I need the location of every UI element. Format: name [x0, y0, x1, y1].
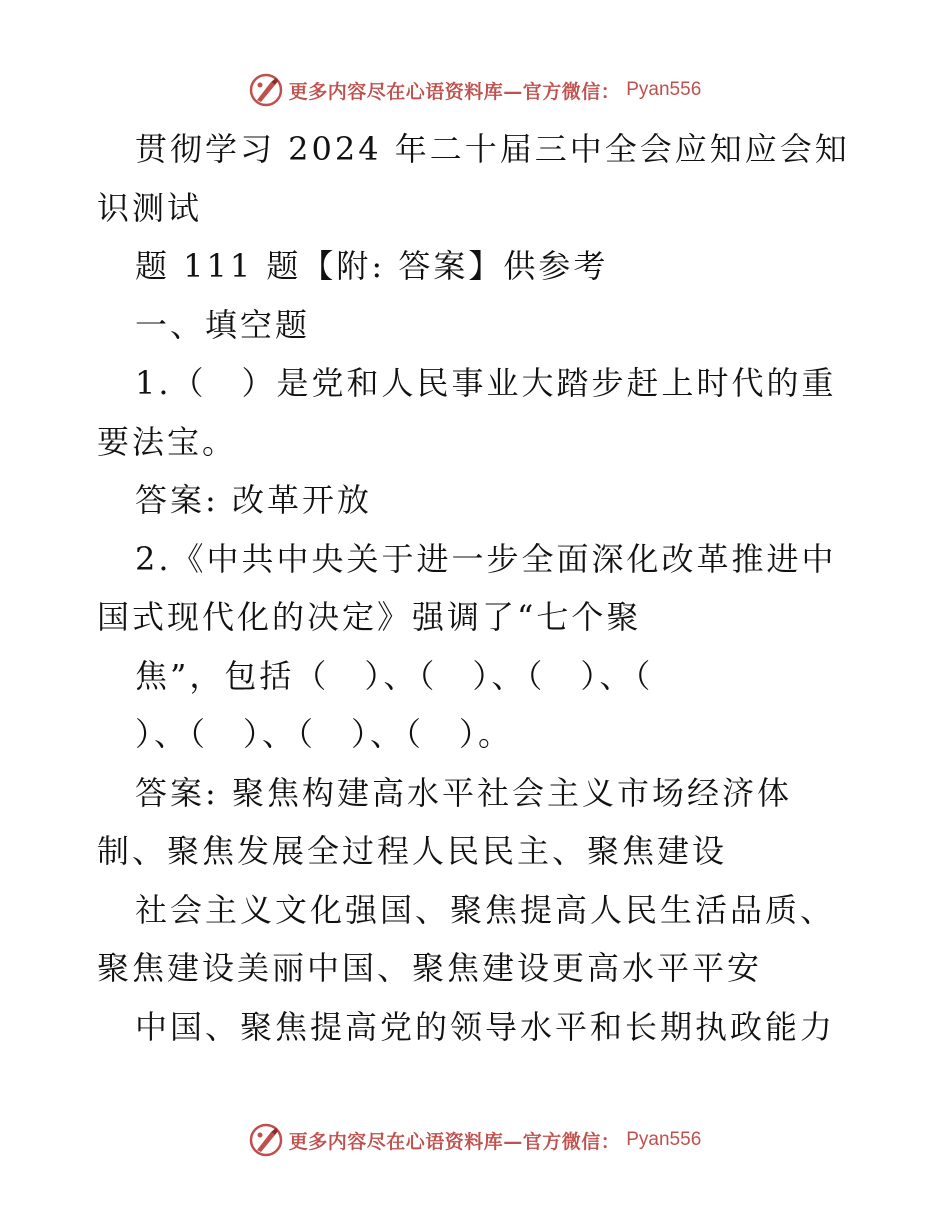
answer-2-part1: 答案: 聚焦构建高水平社会主义市场经济体制、聚焦发展全过程人民民主、聚焦建设: [97, 773, 792, 870]
question-2-part2: 焦”，包括（ ）、（ ）、（ ）、（: [135, 656, 654, 695]
header-banner-text: 更多内容尽在心语资料库—官方微信：: [288, 80, 621, 103]
question-1: 1.（ ）是党和人民事业大踏步赶上时代的重要法宝。: [97, 364, 837, 461]
question-2-part1: 2.《中共中央关于进一步全面深化改革推进中国式现代化的决定》强调了“七个聚: [97, 539, 837, 636]
quill-pen-logo-icon: [249, 73, 283, 107]
footer-banner-text: 更多内容尽在心语资料库—官方微信：: [288, 1130, 621, 1153]
footer-banner-handle: Pyan556: [626, 1129, 702, 1150]
document-body: [97, 120, 857, 1056]
question-2-part3: ）、（ ）、（ ）、（ ）。: [135, 715, 514, 753]
answer-2-part3: 中国、聚焦提高党的领导水平和长期执政能力: [135, 1007, 836, 1046]
answer-2-part2: 社会主义文化强国、聚焦提高人民生活品质、聚焦建设美丽中国、聚焦建设更高水平平安: [97, 890, 836, 987]
footer-banner[interactable]: [0, 1118, 950, 1162]
document-subtitle: 题 111 题【附: 答案】供参考: [135, 247, 609, 285]
header-banner-handle: Pyan556: [626, 79, 702, 100]
section-heading: 一、填空题: [135, 305, 311, 344]
document-title: 贯彻学习 2024 年二十届三中全会应知应会知识测试: [97, 130, 850, 227]
quill-pen-logo-icon: [249, 1123, 283, 1157]
answer-1: 答案: 改革开放: [135, 481, 372, 519]
header-banner[interactable]: [0, 68, 950, 112]
